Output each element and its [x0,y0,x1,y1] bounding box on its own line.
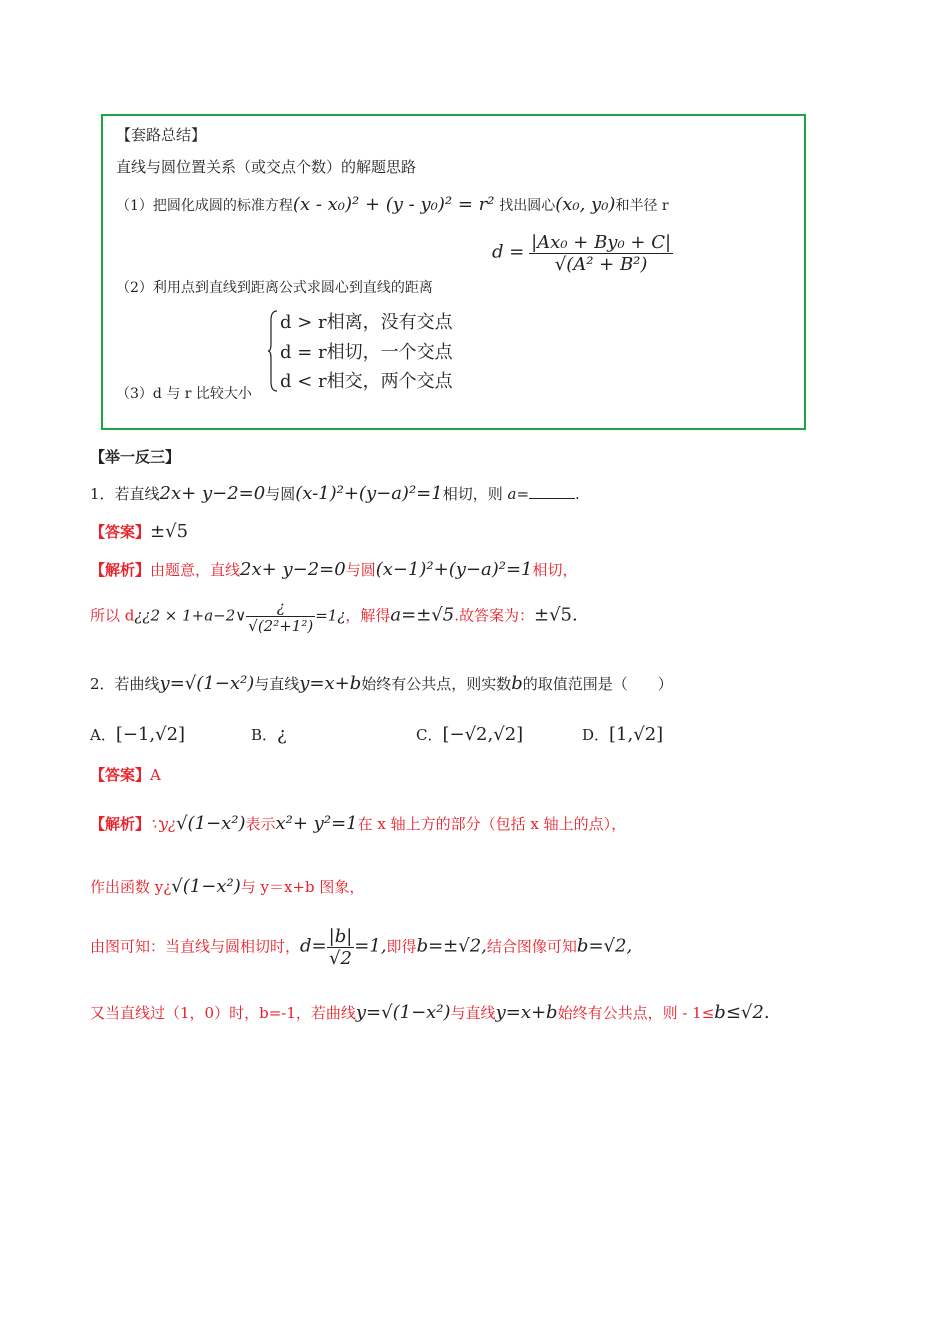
q2-line: y=x+b [299,673,362,694]
step2-den: √(A² + B²) [554,254,648,275]
q2-a2-expr: √(1−x²) [171,876,241,897]
q2-option-c-label: C． [416,726,443,744]
q2-a4-a: 又当直线过（1，0）时，b=-1，若曲线 [90,1004,356,1022]
q1-analysis2-c: .故答案为： [454,606,534,625]
case-2: d = r相切，一个交点 [280,342,453,363]
q1-blank [529,484,575,499]
q1-answer [90,521,188,542]
q2-option-c-value: [−√2,√2] [442,724,524,745]
q1-answer-value: ±√5 [150,521,189,542]
q2-a1-expr: √(1−x²) [176,813,246,834]
step1-center: (x₀, y₀) [555,194,616,215]
q2-a3-fraction [327,926,355,969]
q2-stem-c: 始终有公共点，则实数 [361,675,512,693]
q1-analysis1-a: 由题意，直线 [150,561,241,579]
q1-answer-label: 【答案】 [90,523,151,541]
q1-analysis-1 [90,559,578,580]
q2-a3-lhs: d= [300,935,327,957]
q2-analysis-2 [90,876,364,897]
q1-stem-c: 相切，则 [442,485,503,503]
q1-analysis2-ans: ±√5. [534,604,578,626]
q2-a1-c: 在 x 轴上方的部分（包括 x 轴上的点）， [357,815,627,833]
step2-lhs: d = [492,241,525,263]
q2-answer-value: A [150,766,161,784]
q1-stem [90,483,580,504]
q2-a3-res: b=±√2, [416,935,487,957]
q2-option-d[interactable] [582,724,663,745]
q1-analysis1-c: 相切， [532,561,578,579]
cases-brace [268,310,278,392]
summary-step1 [116,194,669,215]
q2-a4-curve: y=√(1−x²) [355,1002,451,1023]
q2-a4-line: y=x+b [495,1002,558,1023]
q2-option-d-value: [1,√2] [609,724,664,745]
q2-option-a[interactable] [90,724,185,745]
q2-a3-eq: =1, [354,935,387,957]
q2-a1-eq: x²+ y²=1 [275,813,358,834]
q1-analysis2-den: √(2²+1²) [248,617,314,635]
step1-formula: (x - x₀)² + (y - y₀)² = r² [292,194,495,215]
q1-analysis1-circle: (x−1)²+(y−a)²=1 [375,559,533,580]
q2-analysis-3 [90,926,632,969]
q1-analysis2-res: a=±√5 [390,604,455,626]
q2-analysis-1 [90,813,626,834]
q2-a2-a: 作出函数 y¿ [90,878,172,896]
q2-a1-a: ∵y¿ [150,815,177,833]
q1-analysis2-a: 所以 d [90,606,135,625]
q1-analysis2-b: ，解得 [345,606,391,625]
q2-analysis-label: 【解析】 [90,815,151,833]
q2-analysis-4 [90,1002,770,1023]
q1-circle: (x-1)²+(y−a)²=1 [295,483,443,504]
step1-tail: 和半径 r [615,198,669,214]
step1-text: （1）把圆化成圆的标准方程 [116,198,293,214]
step2-formula [492,232,673,275]
q1-analysis2-expr: ¿¿2 × 1+a−2∨ [134,606,247,625]
q1-analysis1-b: 与圆 [345,561,376,579]
step2-fraction [529,232,673,275]
q2-a1-b: 表示 [245,815,276,833]
q2-option-a-label: A． [90,726,116,744]
step1-mid: 找出圆心 [499,198,556,214]
q1-stem-a: 1．若直线 [90,485,160,503]
summary-step2: （2）利用点到直线到距离公式求圆心到直线的距离 [116,280,433,296]
q2-answer-label: 【答案】 [90,766,151,784]
q1-analysis2-num: ¿ [246,598,315,617]
q1-stem-b: 与圆 [265,485,296,503]
q1-line: 2x+ y−2=0 [159,483,266,504]
q1-analysis2-eq: =1¿ [315,606,346,625]
case-1: d > r相离，没有交点 [280,312,453,333]
q2-option-a-value: [−1,√2] [115,724,186,745]
q1-analysis1-line: 2x+ y−2=0 [240,559,346,580]
q2-a4-c: 始终有公共点，则 - 1≤ [557,1004,715,1022]
section-title: 【举一反三】 [90,448,181,466]
q2-answer [90,764,161,785]
q1-analysis-label: 【解析】 [90,561,151,579]
q2-stem-a: 2．若曲线 [90,675,160,693]
q2-var: b [511,673,523,694]
summary-step3: （3）d 与 r 比较大小 [116,386,252,402]
q2-a3-a: 由图可知：当直线与圆相切时， [90,937,301,956]
step2-num: |Ax₀ + By₀ + C| [531,232,672,253]
summary-intro: 直线与圆位置关系（或交点个数）的解题思路 [116,158,417,176]
q1-analysis2-fraction [246,598,315,635]
summary-header: 【套路总结】 [116,126,207,144]
q1-end: . [575,485,580,503]
q1-analysis-2 [90,598,578,635]
q2-a4-res: b≤√2. [714,1002,770,1023]
q2-option-b-label: B． [251,726,278,744]
q2-a3-b: 即得 [386,937,417,956]
q2-stem-d: 的取值范围是（ ） [522,675,673,693]
q2-option-b-value: ¿ [277,724,287,745]
q2-option-c[interactable] [416,724,523,745]
q2-stem-b: 与直线 [254,675,300,693]
q2-a4-b: 与直线 [450,1004,496,1022]
q2-a3-num: |b| [328,926,353,947]
q2-option-b[interactable] [251,724,287,745]
case-3: d < r相交，两个交点 [280,371,453,392]
q2-option-d-label: D． [582,726,610,744]
q2-a2-b: 与 y＝x+b 图象， [240,878,365,896]
q2-a3-den: √2 [328,948,352,969]
q2-a3-res2: b=√2, [576,935,633,957]
q1-var: a= [507,485,530,503]
q2-a3-c: 结合图像可知 [486,937,577,956]
q2-stem [90,673,673,694]
q2-curve: y=√(1−x²) [159,673,255,694]
